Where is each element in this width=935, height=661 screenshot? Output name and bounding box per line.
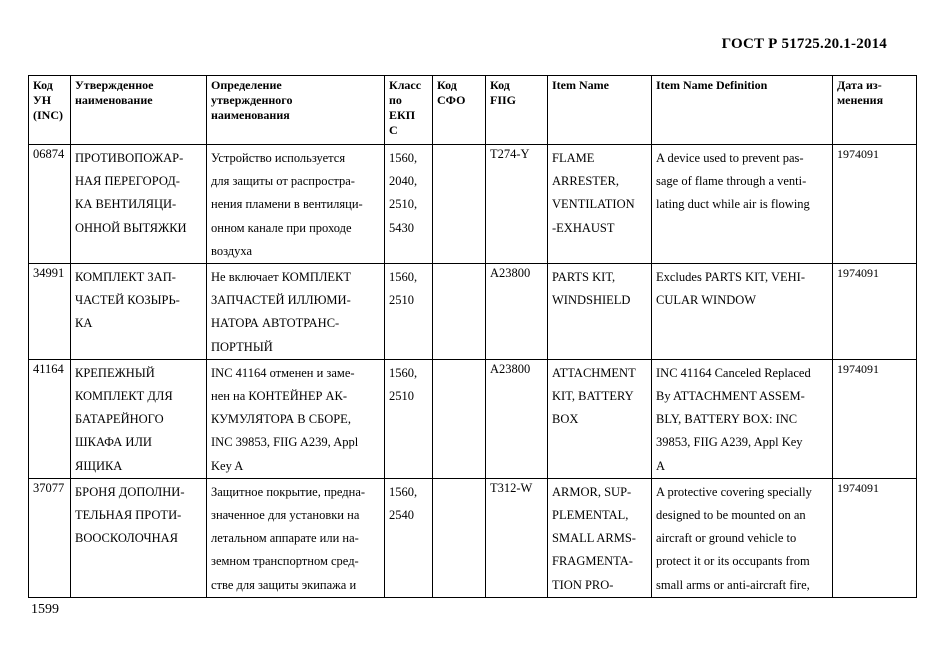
header-approved-name: Утвержденное наименование — [71, 76, 207, 145]
cell-fiig: A23800 — [486, 359, 548, 478]
cell-change-date: 1974091 — [833, 478, 917, 597]
header-item-definition: Item Name Definition — [652, 76, 833, 145]
table-row — [29, 264, 917, 360]
cell-fiig: A23800 — [486, 264, 548, 360]
cell-change-date: 1974091 — [833, 145, 917, 264]
cell-definition: Устройство используется для защиты от распростра- нения пламени в вентиляци- онном канале при проходе воздуха — [207, 145, 385, 264]
cell-item-definition: A protective covering specially designed to be mounted on an aircraft or ground vehicle to protect it or its occupants from small arms or anti-aircraft fire, — [652, 478, 833, 597]
cell-inc: 41164 — [29, 359, 71, 478]
cell-change-date: 1974091 — [833, 264, 917, 360]
cell-class: 1560, 2510 — [385, 359, 433, 478]
cell-class: 1560, 2040, 2510, 5430 — [385, 145, 433, 264]
cell-sfo — [433, 264, 486, 360]
cell-class: 1560, 2540 — [385, 478, 433, 597]
cell-fiig: T312-W — [486, 478, 548, 597]
cell-item-name: ATTACHMENT KIT, BATTERY BOX — [548, 359, 652, 478]
cell-fiig: T274-Y — [486, 145, 548, 264]
cell-definition: Не включает КОМПЛЕКТ ЗАПЧАСТЕЙ ИЛЛЮМИ- НАТОРА АВТОТРАНС- ПОРТНЫЙ — [207, 264, 385, 360]
standard-designation: ГОСТ Р 51725.20.1-2014 — [721, 36, 887, 52]
table-row — [29, 359, 917, 478]
cell-definition: INC 41164 отменен и заме- нен на КОНТЕЙНЕР АК- КУМУЛЯТОРА В СБОРЕ, INC 39853, FIIG A239, Appl Key A — [207, 359, 385, 478]
cell-approved-name: КОМПЛЕКТ ЗАП- ЧАСТЕЙ КОЗЫРЬ- КА — [71, 264, 207, 360]
cell-sfo — [433, 359, 486, 478]
cell-inc: 34991 — [29, 264, 71, 360]
header-inc: Код УН (INC) — [29, 76, 71, 145]
cell-item-name: FLAME ARRESTER, VENTILATION -EXHAUST — [548, 145, 652, 264]
table-row — [29, 478, 917, 597]
cell-item-name: ARMOR, SUP- PLEMENTAL, SMALL ARMS- FRAGMENTA- TION PRO- — [548, 478, 652, 597]
cell-approved-name: ПРОТИВОПОЖАР- НАЯ ПЕРЕГОРОД- КА ВЕНТИЛЯЦИ- ОННОЙ ВЫТЯЖКИ — [71, 145, 207, 264]
cell-approved-name: БРОНЯ ДОПОЛНИ- ТЕЛЬНАЯ ПРОТИ- ВООСКОЛОЧНАЯ — [71, 478, 207, 597]
cell-item-definition: Excludes PARTS KIT, VEHI- CULAR WINDOW — [652, 264, 833, 360]
cell-inc: 06874 — [29, 145, 71, 264]
header-change-date: Дата из- менения — [833, 76, 917, 145]
page-number: 1599 — [31, 602, 59, 617]
cell-item-definition: A device used to prevent pas- sage of flame through a venti- lating duct while air is flowing — [652, 145, 833, 264]
cell-class: 1560, 2510 — [385, 264, 433, 360]
cell-inc: 37077 — [29, 478, 71, 597]
table-header-row — [29, 76, 917, 145]
table-row — [29, 145, 917, 264]
cell-sfo — [433, 478, 486, 597]
catalog-table — [28, 75, 917, 598]
cell-approved-name: КРЕПЕЖНЫЙ КОМПЛЕКТ ДЛЯ БАТАРЕЙНОГО ШКАФА ИЛИ ЯЩИКА — [71, 359, 207, 478]
cell-definition: Защитное покрытие, предна- значенное для установки на летальном аппарате или на- земном транспортном сред- стве для защиты экипажа и — [207, 478, 385, 597]
cell-item-definition: INC 41164 Canceled Replaced By ATTACHMENT ASSEM- BLY, BATTERY BOX: INC 39853, FIIG A239, Appl Key A — [652, 359, 833, 478]
cell-item-name: PARTS KIT, WINDSHIELD — [548, 264, 652, 360]
cell-sfo — [433, 145, 486, 264]
header-definition: Определение утвержденного наименования — [207, 76, 385, 145]
header-fiig: Код FIIG — [486, 76, 548, 145]
header-class: Класс по ЕКП С — [385, 76, 433, 145]
cell-change-date: 1974091 — [833, 359, 917, 478]
header-sfo: Код СФО — [433, 76, 486, 145]
header-item-name: Item Name — [548, 76, 652, 145]
